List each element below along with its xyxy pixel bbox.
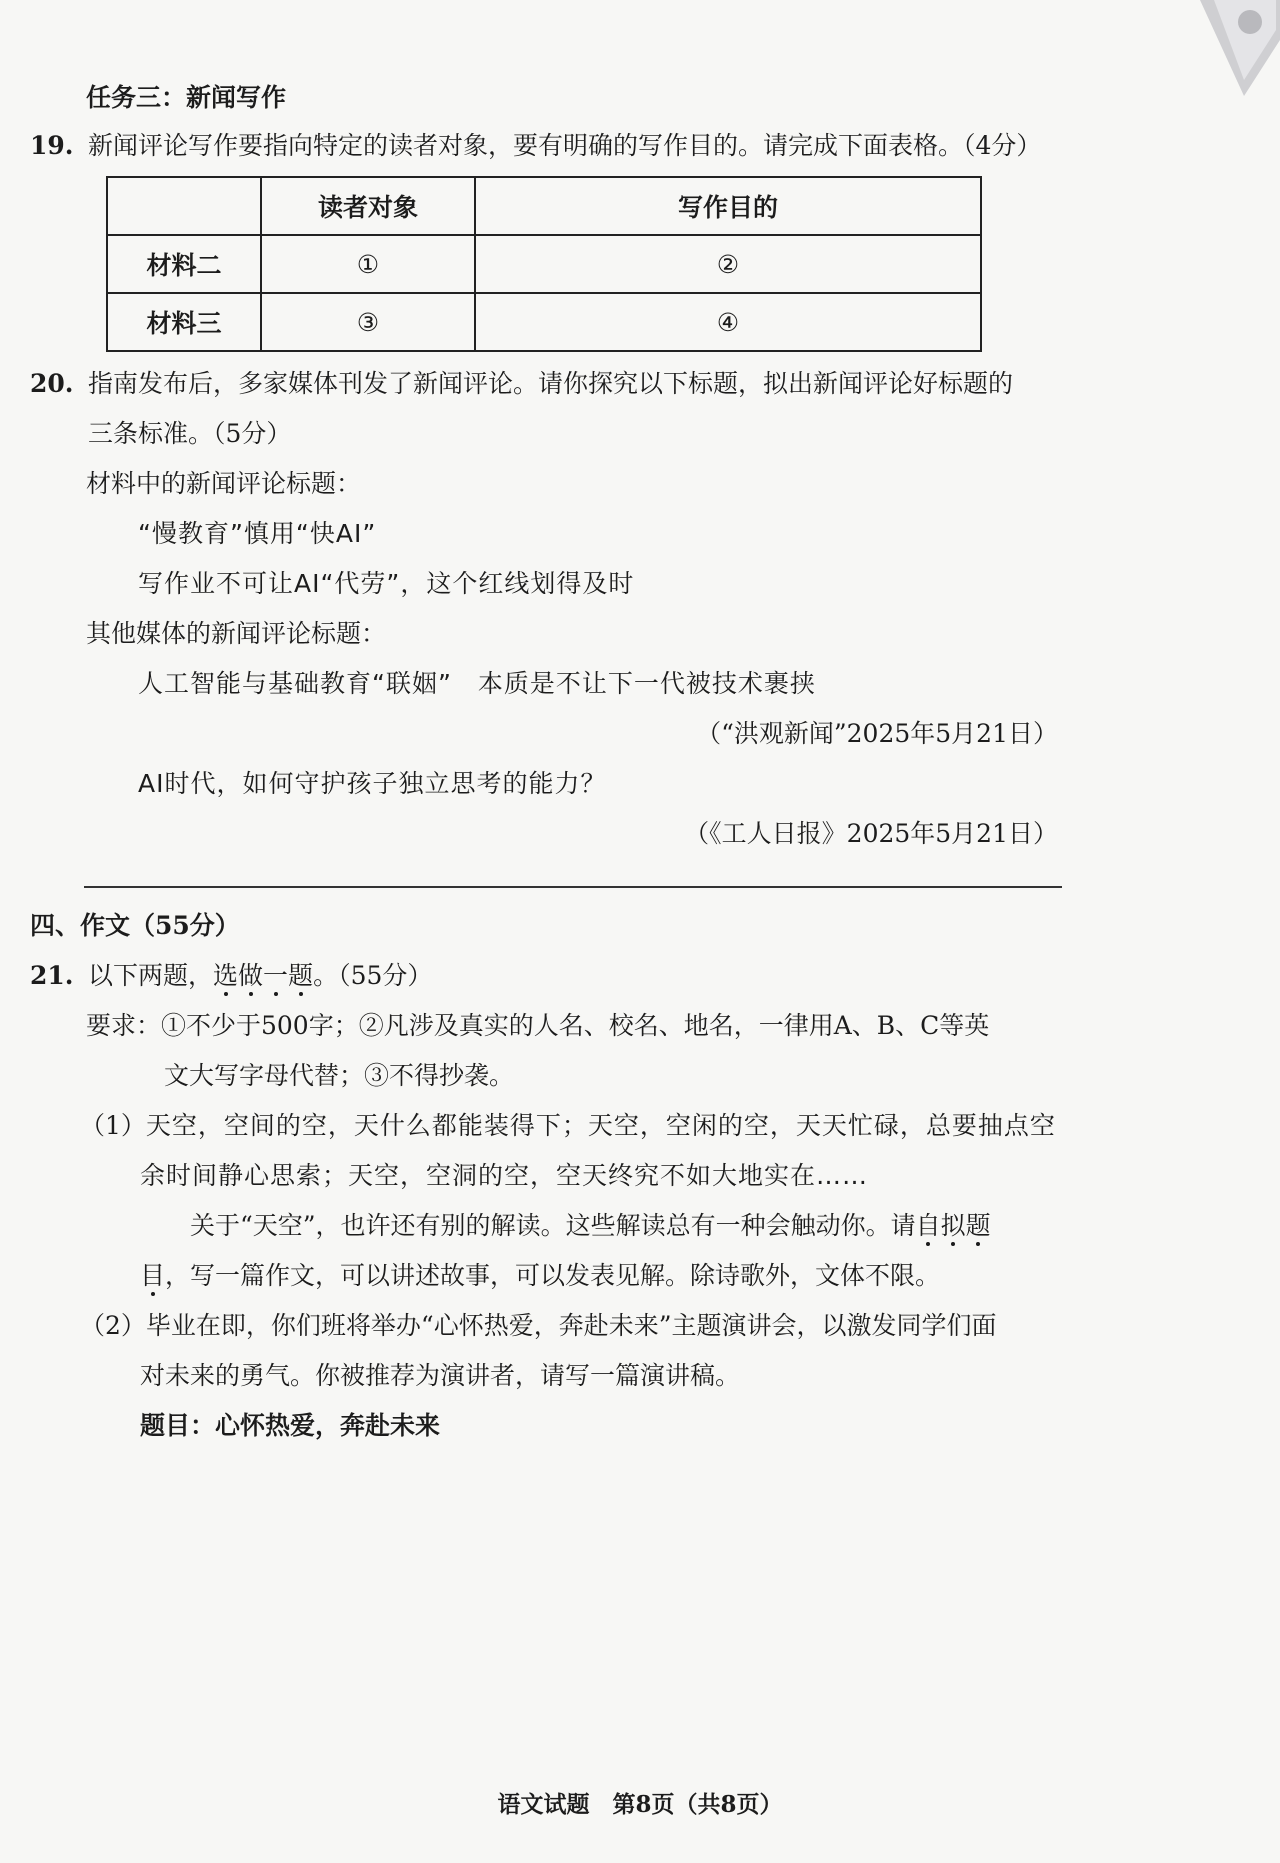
q21-option1-line4	[140, 1258, 940, 1294]
other-title-source: （《工人日报》2025年5月21日）	[684, 819, 1058, 848]
emphasis-char: 做	[238, 961, 264, 990]
table-cell: ②	[475, 235, 981, 293]
other-title: AI时代，如何守护孩子独立思考的能力？	[138, 769, 607, 798]
q19-prompt	[30, 128, 1041, 164]
table-cell: 材料二	[107, 235, 261, 293]
other-title-source: （“洪观新闻”2025年5月21日）	[696, 719, 1058, 748]
table-row	[107, 293, 981, 351]
q19-text: 新闻评论写作要指向特定的读者对象，要有明确的写作目的。请完成下面表格。（4分）	[88, 131, 1042, 160]
table-row	[107, 235, 981, 293]
emphasis-char: 拟	[940, 1211, 966, 1240]
emphasis-char: 题	[965, 1211, 991, 1240]
table-header-cell: 写作目的	[475, 177, 981, 235]
q21-intro-start: 以下两题，	[88, 961, 214, 990]
table-header-row	[107, 177, 981, 235]
q21-option1-line1	[80, 1108, 1056, 1144]
option1-text-line3: 关于“天空”，也许还有别的解读。这些解读总有一种会触动你。请	[190, 1211, 916, 1240]
table-cell: ①	[261, 235, 475, 293]
q19-answer-table	[106, 176, 982, 352]
emphasis-char: 一	[263, 961, 289, 990]
q21-intro-end: 。（55分）	[313, 961, 433, 990]
other-titles-label: 其他媒体的新闻评论标题：	[86, 619, 387, 648]
q21-requirements-line1: 要求：①不少于500字；②凡涉及真实的人名、校名、地名，一律用A、B、C等英	[86, 1011, 990, 1040]
table-cell: ③	[261, 293, 475, 351]
q21-option1-line3	[190, 1208, 991, 1244]
emphasis-char: 自	[915, 1211, 941, 1240]
option1-number: （1）	[80, 1111, 146, 1140]
table-cell: 材料三	[107, 293, 261, 351]
table-header-cell: 读者对象	[261, 177, 475, 235]
table-header-cell	[107, 177, 261, 235]
q20-number: 20.	[30, 369, 74, 398]
q21-number: 21.	[30, 961, 74, 990]
corner-seal-mark	[1184, 0, 1280, 98]
material-titles-label: 材料中的新闻评论标题：	[86, 469, 362, 498]
emphasis-char: 目	[140, 1261, 166, 1290]
emphasis-char: 题	[288, 961, 314, 990]
emphasis-char: 选	[213, 961, 239, 990]
q20-text-line1: 指南发布后，多家媒体刊发了新闻评论。请你探究以下标题，拟出新闻评论好标题的	[88, 369, 1014, 398]
section-divider	[84, 886, 1062, 888]
table-cell: ④	[475, 293, 981, 351]
q20-prompt-line1	[30, 366, 1013, 402]
page-footer: 语文试题 第8页（共8页）	[497, 1791, 783, 1818]
other-title: 人工智能与基础教育“联姻” 本质是不让下一代被技术裹挟	[138, 669, 816, 698]
option1-text-line4: ，写一篇作文，可以讲述故事，可以发表见解。除诗歌外，文体不限。	[165, 1261, 941, 1290]
material-title: “慢教育”慎用“快AI”	[138, 519, 377, 548]
q21-prompt	[30, 958, 432, 994]
option2-number: （2）	[80, 1311, 146, 1340]
q21-option1-line2: 余时间静心思索；天空，空洞的空，空天终究不如大地实在……	[140, 1161, 869, 1190]
q20-prompt-line2: 三条标准。（5分）	[88, 419, 292, 448]
q19-number: 19.	[30, 131, 74, 160]
material-title: 写作业不可让AI“代劳”，这个红线划得及时	[138, 569, 635, 598]
option2-text-line1: 毕业在即，你们班将举办“心怀热爱，奔赴未来”主题演讲会，以激发同学们面	[145, 1311, 997, 1340]
q21-option2-title: 题目：心怀热爱，奔赴未来	[140, 1411, 441, 1440]
task3-heading: 任务三：新闻写作	[86, 83, 287, 112]
q21-requirements-line2: 文大写字母代替；③不得抄袭。	[164, 1061, 515, 1090]
q21-option2-line1	[80, 1308, 996, 1344]
q21-option2-line2: 对未来的勇气。你被推荐为演讲者，请写一篇演讲稿。	[140, 1361, 741, 1390]
option1-text-line1: 天空，空间的空，天什么都能装得下；天空，空闲的空，天天忙碌，总要抽点空	[145, 1111, 1056, 1140]
section4-heading: 四、作文（55分）	[30, 911, 240, 940]
